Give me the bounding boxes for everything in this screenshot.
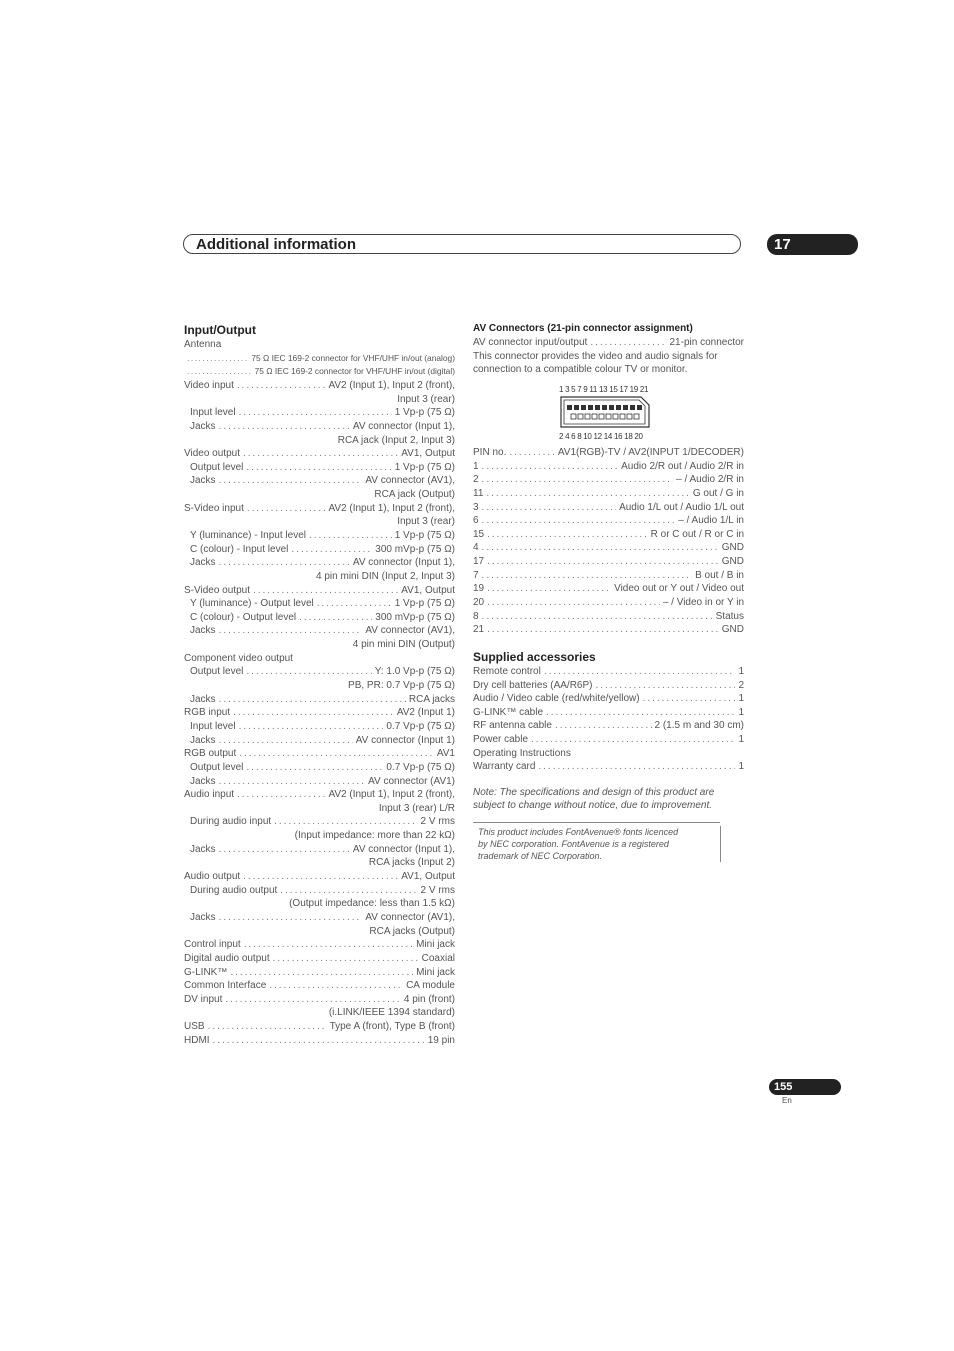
spec-row (184, 884, 455, 898)
spec-label: PIN no. (473, 446, 507, 458)
spec-label: 4 (473, 542, 479, 554)
spec-value: AV1(RGB)-TV / AV2(INPUT 1/DECODER) (557, 446, 744, 458)
spec-value: – / Video in or Y in (662, 597, 744, 608)
spec-label: 19 (473, 583, 485, 595)
spec-row (184, 720, 455, 734)
spec-value: AV connector (AV1) (368, 775, 455, 787)
leader-dots (219, 624, 363, 638)
spec-row (473, 555, 744, 569)
spec-row (473, 473, 744, 487)
leader-dots (269, 979, 403, 993)
av-description-line: connection to a compatible colour TV or monitor. (473, 364, 688, 376)
spec-value: AV connector (Input 1), (352, 420, 455, 432)
spec-label: DV input (184, 993, 223, 1005)
spec-row (184, 406, 455, 420)
spec-value: Type A (front), Type B (front) (329, 1021, 455, 1033)
spec-label: 20 (473, 597, 485, 608)
spec-label: Jacks (190, 693, 216, 705)
spec-row (184, 761, 455, 775)
spec-value: 1 (738, 665, 744, 677)
spec-label: G-LINK™ cable (473, 706, 544, 718)
leader-dots (482, 541, 719, 555)
leader-dots (486, 487, 689, 501)
spec-value: 1 (738, 734, 744, 746)
spec-label: Jacks (190, 557, 216, 569)
leader-dots (230, 966, 413, 980)
spec-value: 1 (738, 693, 744, 705)
spec-value: AV connector (AV1), (365, 911, 455, 923)
page-title: Additional information (196, 236, 356, 253)
spec-label: Audio output (184, 871, 241, 883)
spec-value: 75 Ω IEC 169-2 connector for VHF/UHF in/out (analog) (251, 352, 455, 363)
spec-row (473, 610, 744, 624)
leader-dots (243, 870, 398, 884)
spec-label: USB (184, 1021, 205, 1033)
spec-row (184, 502, 455, 516)
spec-row (184, 665, 455, 679)
leader-dots (487, 623, 719, 637)
leader-dots (555, 719, 652, 733)
spec-value-continued: 4 pin mini DIN (Output) (352, 639, 455, 651)
spec-label: Jacks (190, 775, 216, 787)
spec-label: Remote control (473, 665, 541, 677)
leader-dots (243, 447, 398, 461)
spec-label: Jacks (190, 420, 216, 432)
pin-assignment-list (473, 446, 744, 637)
spec-label: Output level (190, 461, 244, 473)
leader-dots (219, 734, 353, 748)
spec-row (184, 447, 455, 461)
leader-dots (253, 584, 398, 598)
leader-dots (239, 747, 434, 761)
spec-row (184, 365, 455, 379)
spec-value: 1 Vp-p (75 Ω) (394, 529, 455, 541)
spec-label: S-Video input (184, 502, 244, 514)
leader-dots (544, 665, 736, 679)
spec-row (184, 870, 455, 884)
spec-value: 2 V rms (420, 816, 455, 828)
leader-dots (237, 788, 325, 802)
spec-value: G out / G in (692, 487, 744, 499)
accessories-list (473, 665, 744, 774)
leader-dots (219, 693, 406, 707)
spec-label: RF antenna cable (473, 720, 552, 732)
spec-row (473, 541, 744, 555)
spec-value: Mini jack (416, 966, 455, 978)
leader-dots (274, 815, 417, 829)
spec-row (184, 843, 455, 857)
spec-value-continued: (Output impedance: less than 1.5 kΩ) (289, 898, 455, 910)
spec-row (473, 501, 744, 515)
specification-note: Note: The specifications and design of this product are subject to change without notice, due to improvement. (473, 787, 715, 812)
spec-value: AV connector (Input 1), (352, 557, 455, 569)
spec-row (184, 352, 455, 366)
leader-dots (487, 555, 719, 569)
leader-dots (237, 379, 326, 393)
spec-value: Mini jack (416, 939, 455, 951)
spec-value: GND (721, 624, 744, 636)
leader-dots (482, 460, 619, 474)
scart-connector-icon (559, 395, 651, 429)
spec-value: AV1 (436, 748, 455, 760)
leader-dots (246, 665, 371, 679)
spec-row (184, 611, 455, 625)
spec-value: B out / B in (695, 569, 744, 581)
leader-dots (487, 582, 611, 596)
spec-value: 0.7 Vp-p (75 Ω) (386, 761, 455, 773)
spec-label: HDMI (184, 1034, 210, 1046)
leader-dots (299, 611, 372, 625)
spec-row (473, 528, 744, 542)
leader-dots (487, 528, 648, 542)
spec-label: 17 (473, 556, 485, 568)
spec-label: Jacks (190, 843, 216, 855)
spec-value: Audio 2/R out / Audio 2/R in (621, 460, 744, 472)
leader-dots (219, 843, 350, 857)
spec-label: 3 (473, 501, 479, 513)
spec-value: Coaxial (421, 952, 455, 964)
spec-label: During audio input (190, 816, 272, 828)
spec-value: 1 (738, 761, 744, 773)
spec-value: AV connector (AV1), (365, 475, 455, 487)
leader-dots (187, 352, 248, 366)
header-bar (183, 234, 741, 254)
spec-value: 300 mVp-p (75 Ω) (375, 611, 455, 623)
leader-dots (317, 597, 392, 611)
spec-row (184, 543, 455, 557)
leader-dots (280, 884, 417, 898)
spec-heading: Operating Instructions (473, 747, 571, 759)
spec-row (184, 584, 455, 598)
spec-value-continued: PB, PR: 0.7 Vp-p (75 Ω) (348, 680, 455, 692)
spec-label: Input level (190, 407, 236, 419)
spec-value: AV2 (Input 1), Input 2 (front), (328, 379, 455, 391)
spec-label: Common Interface (184, 980, 267, 992)
spec-value: RCA jacks (408, 693, 455, 705)
spec-label: C (colour) - Input level (190, 543, 289, 555)
spec-label: Jacks (190, 625, 216, 637)
leader-dots (482, 473, 674, 487)
spec-row (473, 679, 744, 693)
spec-label: 1 (473, 460, 479, 472)
spec-value: AV connector (AV1), (365, 625, 455, 637)
leader-dots (246, 761, 383, 775)
antenna-label: Antenna (184, 339, 222, 350)
spec-label: Control input (184, 939, 241, 951)
spec-value: 1 Vp-p (75 Ω) (394, 407, 455, 419)
av-description-line: This connector provides the video and audio signals for (473, 350, 718, 362)
spec-value: Status (715, 610, 744, 622)
leader-dots (219, 474, 363, 488)
spec-row (184, 1034, 455, 1048)
spec-row (473, 760, 744, 774)
spec-label: 2 (473, 474, 479, 486)
leader-dots (309, 529, 392, 543)
spec-label: Warranty card (473, 761, 536, 773)
spec-label: Video input (184, 379, 234, 391)
leader-dots (219, 420, 350, 434)
spec-row (184, 775, 455, 789)
supplied-accessories-title: Supplied accessories (473, 649, 596, 664)
spec-row (473, 733, 744, 747)
spec-label: 15 (473, 528, 485, 540)
leader-dots (643, 692, 736, 706)
leader-dots (187, 365, 252, 379)
av-connectors-title: AV Connectors (21-pin connector assignment) (473, 323, 693, 334)
spec-row (184, 1020, 455, 1034)
spec-value: Audio 1/L out / Audio 1/L out (619, 501, 744, 513)
spec-row (473, 719, 744, 733)
spec-value: AV connector (Input 1) (355, 734, 455, 746)
leader-dots (225, 993, 401, 1007)
spec-label: Jacks (190, 734, 216, 746)
leader-dots (233, 706, 394, 720)
spec-row (184, 788, 455, 802)
spec-label: 11 (473, 487, 484, 499)
spec-row (184, 993, 455, 1007)
leader-dots (487, 596, 660, 610)
leader-dots (595, 679, 735, 693)
spec-label: 6 (473, 515, 479, 527)
spec-row (184, 693, 455, 707)
spec-row (184, 706, 455, 720)
spec-value: 2 (1.5 m and 30 cm) (654, 720, 744, 732)
spec-value: 1 (738, 706, 744, 718)
spec-value-continued: RCA jacks (Output) (369, 925, 455, 937)
spec-value: GND (721, 542, 744, 554)
spec-row (184, 461, 455, 475)
spec-value: AV2 (Input 1), Input 2 (front), (328, 789, 455, 801)
spec-label: Digital audio output (184, 952, 270, 964)
spec-value: CA module (406, 980, 455, 992)
spec-value: – / Audio 2/R in (676, 474, 744, 486)
spec-row (184, 815, 455, 829)
spec-row (473, 665, 744, 679)
spec-label: RGB output (184, 748, 237, 760)
spec-value: 300 mVp-p (75 Ω) (375, 543, 455, 555)
spec-row (184, 474, 455, 488)
leader-dots (538, 760, 735, 774)
spec-label: During audio output (190, 884, 278, 896)
spec-label: Y (luminance) - Input level (190, 529, 306, 541)
spec-value-continued: RCA jack (Output) (374, 489, 455, 501)
spec-row (184, 966, 455, 980)
spec-label: G-LINK™ (184, 966, 228, 978)
spec-value: Video out or Y out / Video out (614, 583, 744, 595)
leader-dots (482, 501, 617, 515)
spec-row (473, 460, 744, 474)
spec-value: AV1, Output (401, 584, 455, 596)
language-code: En (782, 1096, 792, 1105)
right-column (473, 322, 744, 862)
leader-dots (244, 938, 413, 952)
spec-label: S-Video output (184, 584, 250, 596)
spec-value: 1 Vp-p (75 Ω) (394, 598, 455, 610)
spec-row (473, 487, 744, 501)
spec-value: 4 pin (front) (403, 993, 455, 1005)
leader-dots (482, 569, 693, 583)
spec-row (473, 582, 744, 596)
leader-dots (273, 952, 419, 966)
leader-dots (247, 502, 326, 516)
spec-list (184, 352, 455, 1048)
leader-dots (213, 1034, 425, 1048)
spec-value-continued: (i.LINK/IEEE 1394 standard) (328, 1007, 455, 1019)
spec-value: AV connector (Input 1), (352, 843, 455, 855)
spec-value: AV2 (Input 1), Input 2 (front), (328, 502, 455, 514)
spec-value: 19 pin (427, 1034, 455, 1046)
spec-value-continued: Input 3 (rear) L/R (378, 802, 455, 814)
leader-dots (219, 775, 366, 789)
spec-row (184, 379, 455, 393)
page-number-badge: 155 (769, 1079, 841, 1095)
pin-numbers-top: 1 3 5 7 9 11 13 15 17 19 21 (559, 384, 649, 394)
spec-row (473, 692, 744, 706)
spec-label: 7 (473, 569, 479, 581)
spec-row (473, 446, 744, 460)
leader-dots (482, 610, 713, 624)
leader-dots (219, 911, 363, 925)
spec-row (184, 938, 455, 952)
pin-numbers-bottom: 2 4 6 8 10 12 14 16 18 20 (559, 431, 643, 441)
chapter-badge: 17 (767, 234, 858, 255)
spec-value-continued: RCA jacks (Input 2) (368, 857, 455, 869)
spec-value: 2 (738, 679, 744, 691)
spec-row (184, 624, 455, 638)
spec-value-continued: 4 pin mini DIN (Input 2, Input 3) (316, 570, 455, 582)
spec-row (473, 569, 744, 583)
spec-label: Audio input (184, 789, 235, 801)
spec-row (473, 623, 744, 637)
spec-label: Input level (190, 720, 236, 732)
leader-dots (208, 1020, 327, 1034)
spec-value-continued: Input 3 (rear) (397, 516, 455, 528)
spec-label: RGB input (184, 707, 231, 719)
spec-value-continued: RCA jack (Input 2, Input 3) (337, 434, 455, 446)
spec-value: Y: 1.0 Vp-p (75 Ω) (374, 666, 455, 678)
spec-value: AV1, Output (401, 448, 455, 460)
spec-row (184, 734, 455, 748)
leader-dots (509, 446, 554, 460)
spec-row (184, 597, 455, 611)
spec-label: Audio / Video cable (red/white/yellow) (473, 693, 640, 705)
spec-value-continued: Input 3 (rear) (397, 393, 455, 405)
spec-row (184, 911, 455, 925)
spec-label: 8 (473, 610, 479, 622)
spec-label: Dry cell batteries (AA/R6P) (473, 679, 593, 691)
spec-value: 2 V rms (420, 884, 455, 896)
spec-row (473, 596, 744, 610)
spec-value: AV2 (Input 1) (396, 707, 455, 719)
spec-row (473, 514, 744, 528)
leader-dots (219, 556, 350, 570)
spec-row (184, 420, 455, 434)
leader-dots (546, 706, 735, 720)
spec-value: – / Audio 1/L in (678, 515, 744, 527)
spec-row (184, 979, 455, 993)
spec-value: 0.7 Vp-p (75 Ω) (386, 720, 455, 732)
spec-row (184, 952, 455, 966)
spec-value: GND (721, 556, 744, 568)
leader-dots (239, 720, 384, 734)
spec-label: Power cable (473, 734, 529, 746)
spec-label: C (colour) - Output level (190, 611, 297, 623)
spec-row (184, 556, 455, 570)
input-output-title: Input/Output (184, 323, 256, 337)
spec-row: AV connector input/output . . . 21-pin connector (473, 336, 744, 350)
spec-value: 1 Vp-p (75 Ω) (394, 461, 455, 473)
font-license-notice: This product includes FontAvenue® fonts licenced by NEC corporation. FontAvenue is a registered trademark of NEC Corporation. (473, 826, 721, 862)
spec-row (184, 529, 455, 543)
spec-value: AV1, Output (401, 871, 455, 883)
spec-label: Output level (190, 761, 244, 773)
leader-dots (246, 461, 391, 475)
spec-value-continued: (Input impedance: more than 22 kΩ) (294, 830, 455, 842)
spec-label: Jacks (190, 475, 216, 487)
spec-label: 21 (473, 624, 485, 636)
leader-dots (482, 514, 676, 528)
spec-row (184, 747, 455, 761)
input-output-section (184, 322, 455, 1047)
spec-value: R or C out / R or C in (650, 528, 744, 540)
spec-label: Jacks (190, 911, 216, 923)
spec-label: Output level (190, 666, 244, 678)
spec-label: Video output (184, 448, 240, 460)
spec-row (473, 706, 744, 720)
spec-value: 75 Ω IEC 169-2 connector for VHF/UHF in/out (digital) (254, 366, 455, 377)
leader-dots (531, 733, 735, 747)
scart-connector-diagram (559, 385, 651, 442)
leader-dots (239, 406, 392, 420)
leader-dots (291, 543, 372, 557)
spec-heading: Component video output (184, 652, 293, 664)
spec-label: Y (luminance) - Output level (190, 598, 314, 610)
